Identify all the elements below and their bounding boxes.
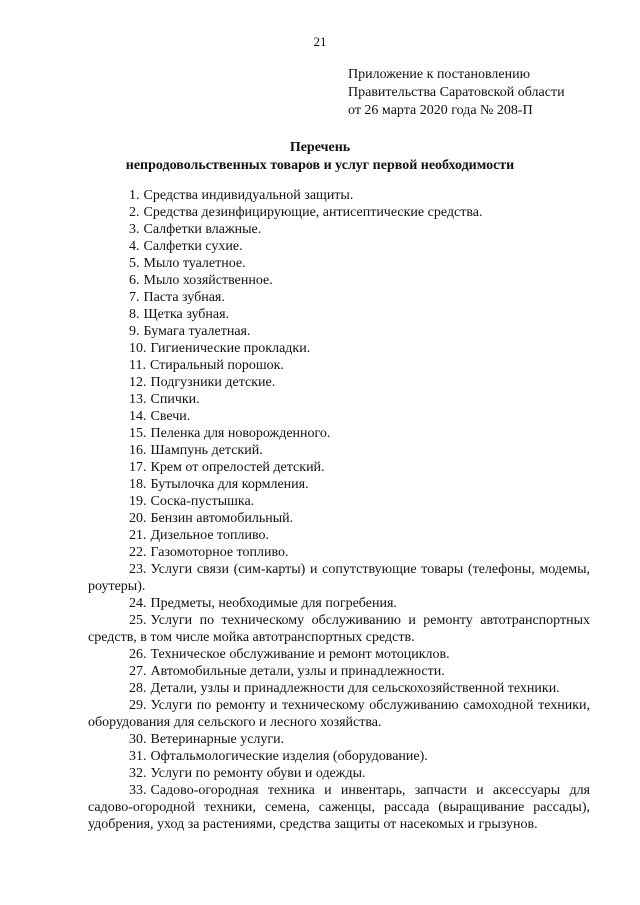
list-item (88, 459, 590, 476)
list-item-text: Шампунь детский. (150, 443, 263, 458)
list-item (88, 697, 590, 731)
list-item (88, 612, 590, 646)
appendix-line-3: от 26 марта 2020 года № 208-П (348, 103, 533, 118)
list-item-number: 31. (129, 749, 147, 764)
list-item-text: Средства индивидуальной защиты. (143, 188, 354, 203)
list-item-number: 18. (129, 477, 147, 492)
list-item (88, 357, 590, 374)
list-item (88, 374, 590, 391)
list-item (88, 561, 590, 595)
list-item (88, 442, 590, 459)
list-item-number: 6. (129, 273, 140, 288)
list-item (88, 391, 590, 408)
list-item-text: Салфетки сухие. (143, 239, 243, 254)
list-item-text: Газомоторное топливо. (150, 545, 289, 560)
list-item-text: Услуги по техническому обслуживанию и ремонту автотранспортных средств, в том числе мойка автотранспортных средств. (88, 613, 590, 645)
list-item-text: Техническое обслуживание и ремонт мотоциклов. (150, 647, 450, 662)
list-item-text: Бензин автомобильный. (150, 511, 294, 526)
list-item (88, 595, 590, 612)
list-item-number: 25. (129, 613, 147, 628)
list-item-number: 17. (129, 460, 147, 475)
list-item-text: Бутылочка для кормления. (150, 477, 309, 492)
list-item (88, 680, 590, 697)
list-item-text: Ветеринарные услуги. (150, 732, 285, 747)
list-item-text: Средства дезинфицирующие, антисептические средства. (143, 205, 483, 220)
list-item-text: Офтальмологические изделия (оборудование). (150, 749, 428, 764)
list-item (88, 425, 590, 442)
list-item-number: 8. (129, 307, 140, 322)
list-item-text: Спички. (150, 392, 200, 407)
list-item (88, 544, 590, 561)
list-item-text: Подгузники детские. (150, 375, 276, 390)
list-item (88, 187, 590, 204)
list-item-number: 16. (129, 443, 147, 458)
list-item-number: 20. (129, 511, 147, 526)
list-item-text: Пеленка для новорожденного. (150, 426, 331, 441)
list-item (88, 493, 590, 510)
list-item (88, 527, 590, 544)
list-item (88, 748, 590, 765)
list-item-number: 13. (129, 392, 147, 407)
title-line-2: непродовольственных товаров и услуг первой необходимости (125, 158, 515, 173)
list-item-number: 14. (129, 409, 147, 424)
list-item-text: Салфетки влажные. (143, 222, 262, 237)
appendix-header (348, 66, 565, 120)
list-item-text: Детали, узлы и принадлежности для сельскохозяйственной техники. (150, 681, 560, 696)
list-item (88, 272, 590, 289)
list-item-number: 32. (129, 766, 147, 781)
list-item-number: 9. (129, 324, 140, 339)
list-item-number: 3. (129, 222, 140, 237)
list-item-number: 21. (129, 528, 147, 543)
list-item-number: 28. (129, 681, 147, 696)
list-item (88, 782, 590, 833)
list-item-text: Услуги по ремонту обуви и одежды. (150, 766, 366, 781)
list-item (88, 204, 590, 221)
document-title (0, 139, 640, 175)
list-item-text: Мыло хозяйственное. (143, 273, 273, 288)
appendix-line-2: Правительства Саратовской области (348, 85, 565, 100)
list-item-text: Автомобильные детали, узлы и принадлежности. (150, 664, 445, 679)
list-item-text: Соска-пустышка. (150, 494, 255, 509)
list-item (88, 221, 590, 238)
list-item-number: 5. (129, 256, 140, 271)
items-list (88, 187, 590, 833)
list-item-text: Свечи. (150, 409, 191, 424)
list-item-text: Крем от опрелостей детский. (150, 460, 325, 475)
list-item-text: Щетка зубная. (143, 307, 230, 322)
list-item (88, 306, 590, 323)
list-item-number: 23. (129, 562, 147, 577)
page-number: 21 (313, 34, 327, 49)
list-item (88, 510, 590, 527)
list-item-text: Паста зубная. (143, 290, 225, 305)
list-item (88, 238, 590, 255)
list-item-number: 22. (129, 545, 147, 560)
list-item (88, 289, 590, 306)
list-item-number: 15. (129, 426, 147, 441)
list-item-number: 10. (129, 341, 147, 356)
list-item-text: Садово-огородная техника и инвентарь, запчасти и аксессуары для садово-огородной техники, семена, саженцы, рассада (выращивание рассады), удобрения, уход за растениями, средства защиты от насекомых и грызунов. (88, 783, 590, 832)
list-item-text: Гигиенические прокладки. (150, 341, 311, 356)
list-item-number: 29. (129, 698, 147, 713)
list-item-text: Бумага туалетная. (143, 324, 251, 339)
list-item (88, 765, 590, 782)
list-item (88, 408, 590, 425)
list-item-number: 7. (129, 290, 140, 305)
list-item-number: 2. (129, 205, 140, 220)
list-item-number: 11. (129, 358, 146, 373)
list-item-number: 26. (129, 647, 147, 662)
list-item (88, 476, 590, 493)
list-item (88, 323, 590, 340)
list-item-text: Услуги по ремонту и техническому обслуживанию самоходной техники, оборудования для сельского и лесного хозяйства. (88, 698, 590, 730)
list-item-number: 1. (129, 188, 140, 203)
list-item (88, 731, 590, 748)
list-item (88, 646, 590, 663)
list-item-number: 24. (129, 596, 147, 611)
list-item-number: 33. (129, 783, 147, 798)
list-item-number: 19. (129, 494, 147, 509)
list-item-number: 12. (129, 375, 147, 390)
list-item (88, 340, 590, 357)
list-item-number: 4. (129, 239, 140, 254)
appendix-line-1: Приложение к постановлению (348, 67, 531, 82)
title-line-1: Перечень (289, 140, 351, 155)
list-item-text: Услуги связи (сим-карты) и сопутствующие товары (телефоны, модемы, роутеры). (88, 562, 590, 594)
list-item-text: Стиральный порошок. (149, 358, 284, 373)
list-item-number: 30. (129, 732, 147, 747)
list-item (88, 663, 590, 680)
list-item-text: Дизельное топливо. (150, 528, 269, 543)
list-item-text: Мыло туалетное. (143, 256, 246, 271)
list-item (88, 255, 590, 272)
list-item-text: Предметы, необходимые для погребения. (150, 596, 397, 611)
list-item-number: 27. (129, 664, 147, 679)
